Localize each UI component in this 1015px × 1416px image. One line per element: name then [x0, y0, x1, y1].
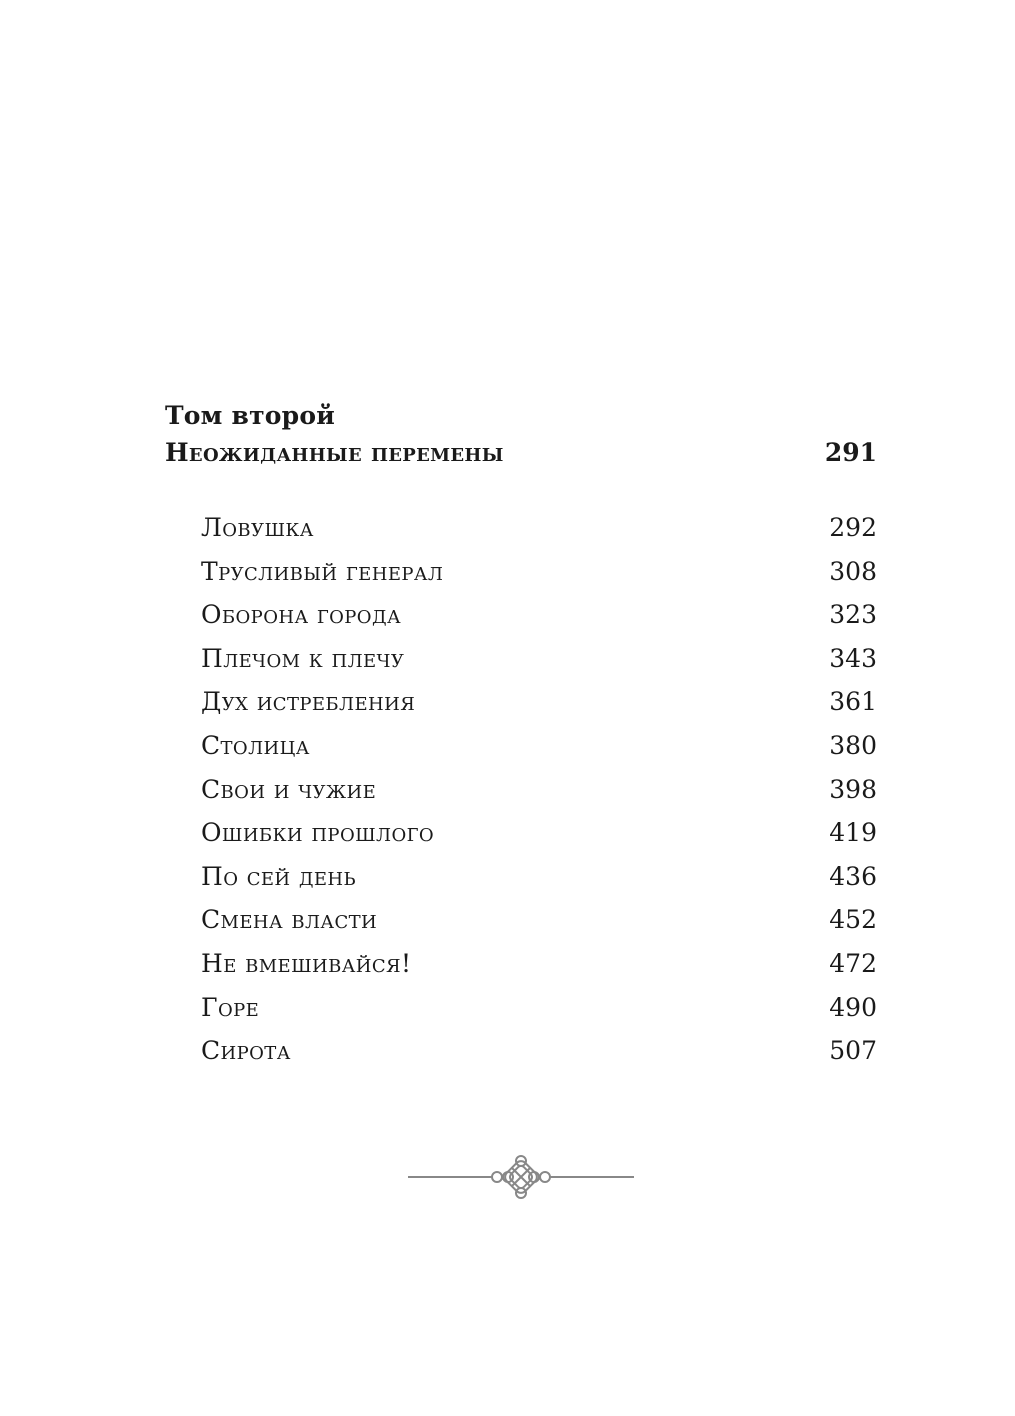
chapter-entry[interactable]: [201, 768, 877, 812]
chapter-page-number: 472: [829, 948, 877, 978]
chapter-entry[interactable]: [201, 986, 877, 1030]
chapter-title: Не вмешивайся!: [201, 948, 412, 978]
volume-label: Том второй: [165, 401, 335, 430]
chapter-list: [165, 506, 877, 1073]
chapter-page-number: 308: [829, 556, 877, 586]
chapter-title: По сей день: [201, 861, 357, 891]
chapter-title: Плечом к плечу: [201, 643, 405, 673]
chapter-page-number: 343: [829, 643, 877, 673]
chapter-title: Смена власти: [201, 905, 378, 935]
chapter-entry[interactable]: [201, 898, 877, 942]
part-entry[interactable]: [165, 434, 877, 472]
chapter-title: Горе: [201, 992, 260, 1022]
chapter-title: Трусливый генерал: [201, 556, 444, 586]
chapter-entry[interactable]: [201, 593, 877, 637]
chapter-page-number: 490: [829, 992, 877, 1022]
chapter-page-number: 507: [829, 1036, 877, 1066]
chapter-page-number: 292: [829, 513, 877, 542]
chapter-page-number: 398: [829, 774, 877, 804]
part-title: Неожиданные перемены: [165, 438, 504, 467]
chapter-page-number: 436: [829, 861, 877, 891]
chapter-title: Столица: [201, 730, 310, 760]
chapter-entry[interactable]: [201, 550, 877, 594]
chapter-title: Оборона города: [201, 600, 402, 630]
chapter-page-number: 361: [829, 687, 877, 717]
chapter-entry[interactable]: [201, 811, 877, 855]
chapter-entry[interactable]: [201, 680, 877, 724]
chapter-page-number: 419: [829, 818, 877, 848]
chapter-entry[interactable]: [201, 724, 877, 768]
chapter-entry[interactable]: [201, 1029, 877, 1073]
chapter-title: Ловушка: [201, 513, 314, 542]
chapter-title: Ошибки прошлого: [201, 818, 435, 848]
chapter-title: Сирота: [201, 1036, 291, 1066]
chapter-title: Свои и чужие: [201, 774, 377, 804]
chapter-page-number: 452: [829, 905, 877, 935]
chapter-entry[interactable]: [201, 855, 877, 899]
chapter-page-number: 323: [829, 600, 877, 630]
chapter-entry[interactable]: [201, 942, 877, 986]
chapter-entry[interactable]: [201, 506, 877, 550]
endless-knot-icon: [408, 1153, 634, 1201]
chapter-title: Дух истребления: [201, 687, 416, 717]
chapter-entry[interactable]: [201, 637, 877, 681]
chapter-page-number: 380: [829, 730, 877, 760]
part-page-number: 291: [824, 438, 877, 467]
table-of-contents: [165, 398, 877, 1073]
